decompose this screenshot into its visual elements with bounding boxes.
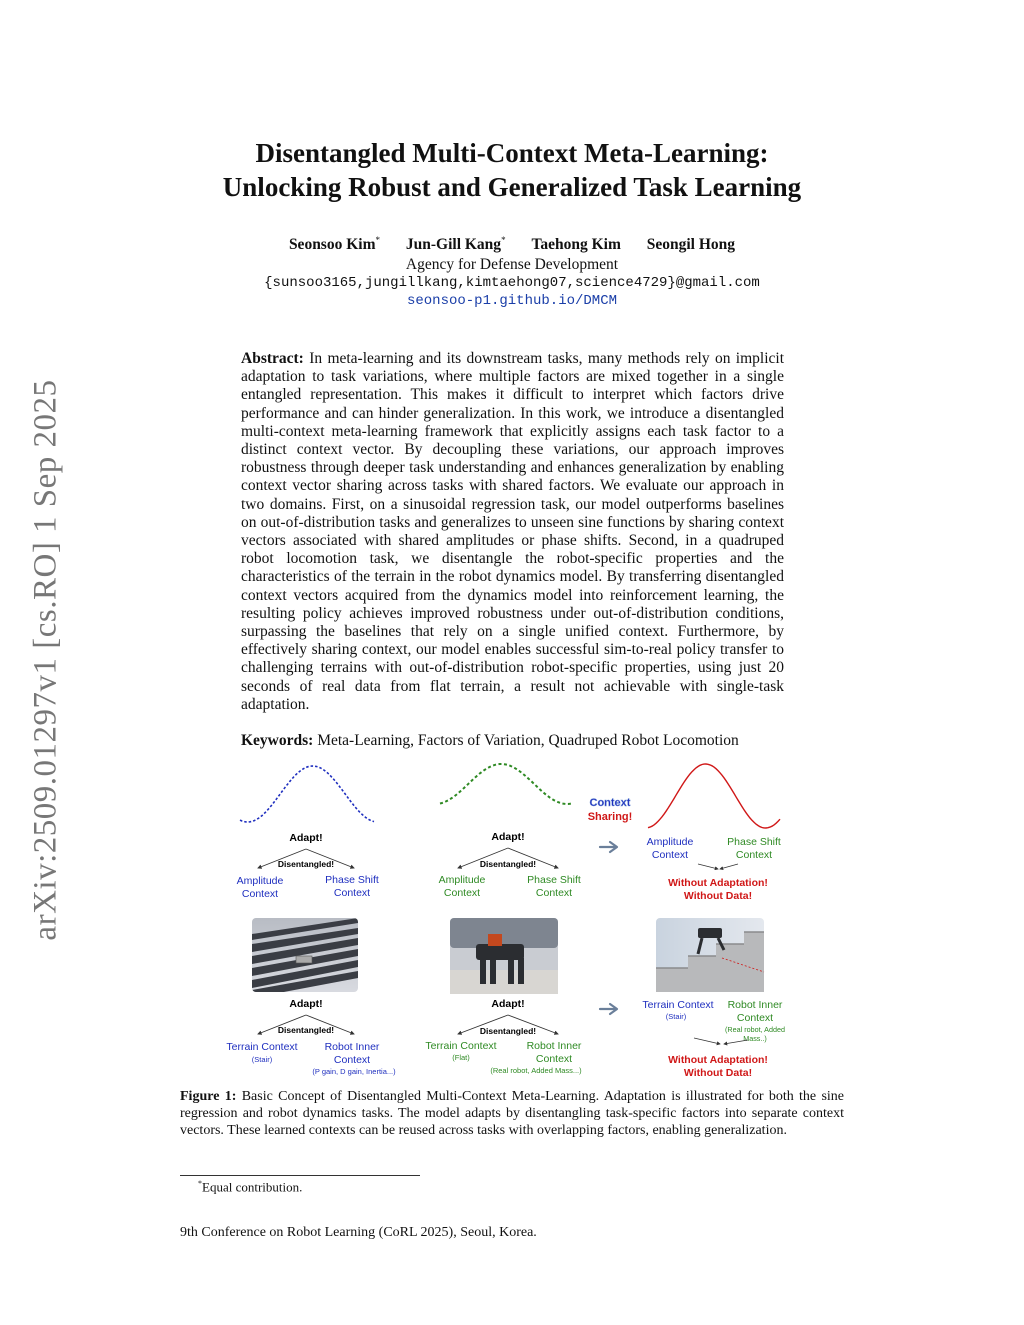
real-robot-note: (Real robot, Added Mass..)	[725, 1025, 785, 1043]
affiliation: Agency for Defense Development	[405, 256, 619, 273]
author-4: Seongil Hong	[646, 236, 736, 254]
terrain-context-label: Terrain Context	[425, 1040, 497, 1052]
disentangled-label: Disentangled!	[277, 1025, 335, 1035]
caption-label: Figure 1:	[180, 1089, 237, 1104]
author-3: Taehong Kim	[531, 236, 621, 254]
abstract-text: In meta-learning and its downstream tasks, many methods rely on implicit adaptation to task variations, where multiple factors are mixed together in a single entangled representation. This makes it difficult to interpret which factors drive performance and can hinder generalization. In this work, we introduce a disentangled multi-context meta-learning framework that explicitly assigns each task factor to a distinct context vector. By decoupling these variations, our approach improves robustness through deeper task understanding and enhances generalization by enabling context vector sharing across tasks with shared factors. We evaluate our approach in two domains. First, on a sinusoidal regression task, our model outperforms baselines on out-of-distribution tasks and generalizes to unseen sine functions by sharing context vectors associated with shared amplitudes or phase shifts. Second, in a quadruped robot locomotion task, we disentangle the robot-specific properties and the characteristics of the terrain in the robot dynamics model. By transferring disentangled context vectors acquired from the dynamics model into reinforcement learning, the resulting policy achieves improved robustness under out-of-distribution conditions, surpassing the baselines that rely on a single unified context. Furthermore, by effectively sharing context, our model enables successful sim-to-real policy transfer to challenging terrains with out-of-distribution robot-specific properties, using just 20 seconds of real data from flat terrain, a result not achievable with single-task adaptation.	[241, 350, 784, 713]
sine-curve-red	[648, 764, 780, 828]
adapt-label: Adapt!	[491, 998, 525, 1010]
stair-note: (Stair)	[665, 1012, 687, 1021]
adapt-label: Adapt!	[289, 998, 323, 1010]
arrow-right-icon	[600, 1004, 617, 1014]
title-line-2: Unlocking Robust and Generalized Task Learning	[222, 172, 802, 202]
abstract	[241, 350, 784, 714]
adapt-label: Adapt!	[491, 831, 525, 843]
stair-terrain-image	[252, 918, 358, 998]
real-robot-flat-photo	[450, 918, 558, 994]
abstract-label: Abstract:	[241, 350, 304, 367]
disentangled-label: Disentangled!	[277, 859, 335, 869]
caption-text: Basic Concept of Disentangled Multi-Context Meta-Learning. Adaptation is illustrated for both the sine regression and robot dynamics tasks. The model adapts by disentangling task-specific factors into separate context vectors. These learned contexts can be reused across tasks with overlapping factors, enabling generalization.	[180, 1089, 844, 1138]
terrain-context-label: Terrain Context	[226, 1041, 298, 1053]
panel-robot-left	[226, 998, 396, 1076]
phase-shift-context-label: Phase Shift Context	[727, 836, 781, 862]
real-robot-stair-photo	[656, 918, 764, 992]
amplitude-context-label: Amplitude Context	[646, 836, 694, 862]
amplitude-context-label: Amplitude Context	[236, 875, 284, 901]
robot-inner-context-label: Robot Inner Context	[324, 1041, 380, 1067]
context-sharing-callout	[588, 797, 633, 823]
panel-sine-middle	[439, 831, 581, 899]
author-1: Seonsoo Kim*	[288, 235, 380, 254]
phase-shift-context-label: Phase Shift Context	[527, 874, 581, 900]
robot-inner-context-label: Robot Inner Context	[727, 999, 783, 1025]
amplitude-context-label: Amplitude Context	[438, 874, 486, 900]
flat-note: (Flat)	[452, 1053, 470, 1062]
without-data-label: Without Data!	[683, 1067, 753, 1079]
without-data-label: Without Data!	[683, 890, 753, 902]
keywords-text: Meta-Learning, Factors of Variation, Quadruped Robot Locomotion	[317, 732, 739, 749]
adapt-label: Adapt!	[289, 832, 323, 844]
sine-curve-green	[440, 764, 572, 804]
project-link[interactable]: seonsoo-p1.github.io/DMCM	[406, 293, 618, 309]
svg-text:Sharing!: Sharing!	[587, 811, 633, 823]
panel-robot-right	[642, 999, 785, 1079]
p-gain-note: (P gain, D gain, Inertia...)	[312, 1067, 396, 1076]
robot-inner-context-label: Robot Inner Context	[526, 1040, 582, 1066]
figure-caption	[180, 1088, 844, 1139]
venue-line: 9th Conference on Robot Learning (CoRL 2025), Seoul, Korea.	[180, 1225, 537, 1240]
title-line-1: Disentangled Multi-Context Meta-Learning:	[255, 138, 769, 168]
footnote: *Equal contribution.	[198, 1179, 303, 1195]
arxiv-identifier: arXiv:2509.01297v1 [cs.RO] 1 Sep 2025	[27, 379, 64, 941]
keywords-label: Keywords:	[241, 732, 314, 749]
author-2: Jun-Gill Kang*	[405, 235, 506, 254]
keywords	[241, 732, 801, 750]
paper-title	[0, 136, 1024, 204]
panel-robot-middle	[425, 998, 582, 1075]
without-adaptation-label: Without Adaptation!	[668, 1054, 768, 1066]
disentangled-label: Disentangled!	[479, 859, 537, 869]
real-robot-note: (Real robot, Added Mass...)	[490, 1066, 582, 1075]
sine-curve-blue	[240, 766, 374, 822]
figure-1	[218, 758, 798, 1084]
arrow-right-icon	[600, 842, 617, 852]
panel-sine-left	[237, 832, 379, 900]
footnote-divider	[180, 1175, 420, 1176]
terrain-context-label: Terrain Context	[642, 999, 714, 1011]
author-emails: {sunsoo3165,jungillkang,kimtaehong07,science4729}@gmail.com	[264, 275, 760, 291]
author-list	[0, 235, 1024, 254]
panel-sine-right	[647, 836, 781, 902]
stair-note: (Stair)	[251, 1055, 273, 1064]
disentangled-label: Disentangled!	[479, 1026, 537, 1036]
without-adaptation-label: Without Adaptation!	[668, 877, 768, 889]
svg-text:Context: Context	[589, 797, 631, 809]
phase-shift-context-label: Phase Shift Context	[325, 874, 379, 900]
